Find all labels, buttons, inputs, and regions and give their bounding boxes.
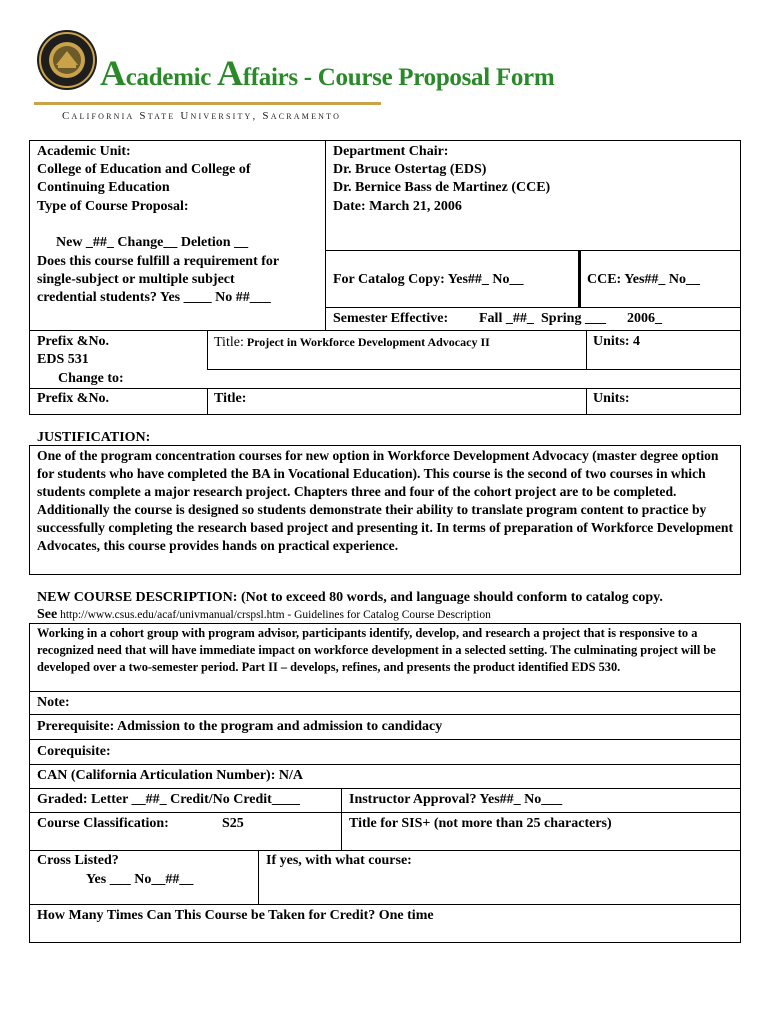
desc-v-instr [341,788,342,851]
corequisite: Corequisite: [37,744,111,759]
guidelines-link[interactable]: http://www.csus.edu/acaf/univmanual/crspsl.htm - Guidelines for Catalog Course Description [57,609,491,621]
prerequisite: Prerequisite: Admission to the program and admission to candidacy [37,719,443,734]
chair-label: Department Chair: [333,144,449,159]
units-label-2: Units: [593,391,630,406]
cross-listed-label: Cross Listed? [37,853,119,868]
justification-text: One of the program concentration courses for new option in Workforce Development Advocacy (master degree option for students who have completed the BA in Vocational Education). This course is the second of two courses in which students complete a major research project. Chapters three and four of the cohort project are to be completed. Additionally the course is designed so students demonstrate their ability to translate program content to practice by successfully completing the research based project and presenting it. In terms of preparation of Workforce Development Advocates, this course provides hands on practical experience. [37,448,733,553]
box-right [740,140,741,415]
cross-listed-options: Yes ___ No__##__ [86,872,194,887]
if-yes-course: If yes, with what course: [266,853,412,868]
proposal-type-label: Type of Course Proposal: [37,199,189,214]
university-subtitle: California State University, Sacramento [62,110,342,122]
times-for-credit: How Many Times Can This Course be Taken for Credit? One time [37,908,434,923]
box-bottom [29,414,741,415]
academic-unit-label: Academic Unit: [37,144,131,159]
proposal-date: Date: March 21, 2006 [333,199,462,214]
chair-name-1: Dr. Bruce Ostertag (EDS) [333,162,487,177]
academic-unit-line2: Continuing Education [37,180,170,195]
sis-title-label: Title for SIS+ (not more than 25 characters) [349,816,612,831]
prefix-value: EDS 531 [37,352,89,367]
title-cap-a1: A [100,53,126,93]
desc-bottom [29,942,741,943]
semester-spring: Spring ___ [541,311,606,326]
title-value: Project in Workforce Development Advocacy II [243,335,490,349]
title-label: Title: [214,335,244,350]
university-seal-logo [36,29,98,91]
proposal-type-options: New _##_ Change__ Deletion __ [56,235,249,250]
divider-h5 [29,388,741,389]
desc-h1 [29,691,741,692]
desc-left [29,623,30,943]
catalog-copy: For Catalog Copy: Yes##_ No__ [333,272,524,287]
desc-h5 [29,788,741,789]
just-left [29,445,30,575]
prefix-label: Prefix &No. [37,334,110,349]
guidelines-line [37,606,491,624]
justification-heading: JUSTIFICATION: [37,430,151,445]
divider-h3 [29,330,741,331]
divider-v-title [207,330,208,370]
box-left [29,140,30,415]
title-text-2: ffairs - Course Proposal Form [242,64,555,91]
just-right [740,445,741,575]
credential-question-3: credential students? Yes ____ No ##___ [37,290,271,305]
change-to-label: Change to: [58,371,124,386]
cce-option: CCE: Yes##_ No__ [587,272,701,287]
title-cap-a2: A [217,53,243,93]
semester-year: 2006_ [627,311,662,326]
title-label-2: Title: [214,391,247,406]
credential-question-2: single-subject or multiple subject [37,272,235,287]
academic-unit-line1: College of Education and College of [37,162,251,177]
title-text-1: cademic [125,64,218,91]
divider-v-units2 [586,388,587,415]
desc-h8 [29,904,741,905]
note-label: Note: [37,695,70,710]
title-rule [34,102,381,105]
divider-v-title2 [207,388,208,415]
desc-h2 [29,714,741,715]
form-title [100,52,554,94]
desc-h3 [29,739,741,740]
prefix-label-2: Prefix &No. [37,391,110,406]
desc-h6 [29,812,741,813]
box-top [29,140,741,141]
desc-h7 [29,850,741,851]
see-label: See [37,607,58,622]
semester-label: Semester Effective: [333,311,449,326]
credential-question-1: Does this course fulfill a requirement for [37,254,280,269]
graded-options: Graded: Letter __##_ Credit/No Credit____ [37,792,300,807]
can-number: CAN (California Articulation Number): N/A [37,768,303,783]
course-title [214,333,490,352]
description-text: Working in a cohort group with program advisor, participants identify, develop, and research a project that is responsive to a recognized need that will have immediate impact on workforce development in a selected setting. The culminating project will be developed over a two-semester period. Part II – develops, refines, and presents the product identified EDS 530. [37,626,716,674]
divider-h2 [325,307,741,308]
desc-h4 [29,764,741,765]
semester-fall: Fall _##_ [479,311,534,326]
description-heading: NEW COURSE DESCRIPTION: (Not to exceed 80 words, and language should conform to catalog copy. [37,590,663,605]
divider-h4 [207,369,741,370]
divider-v1 [325,140,326,330]
instructor-approval: Instructor Approval? Yes##_ No___ [349,792,563,807]
desc-v-cross [258,850,259,905]
classification-label: Course Classification: [37,816,169,831]
divider-h1 [325,250,741,251]
just-bottom [29,574,741,575]
divider-v-units [586,330,587,370]
desc-right [740,623,741,943]
units-value: Units: 4 [593,334,641,349]
chair-name-2: Dr. Bernice Bass de Martinez (CCE) [333,180,551,195]
divider-cce [578,250,581,307]
classification-value: S25 [222,816,244,831]
